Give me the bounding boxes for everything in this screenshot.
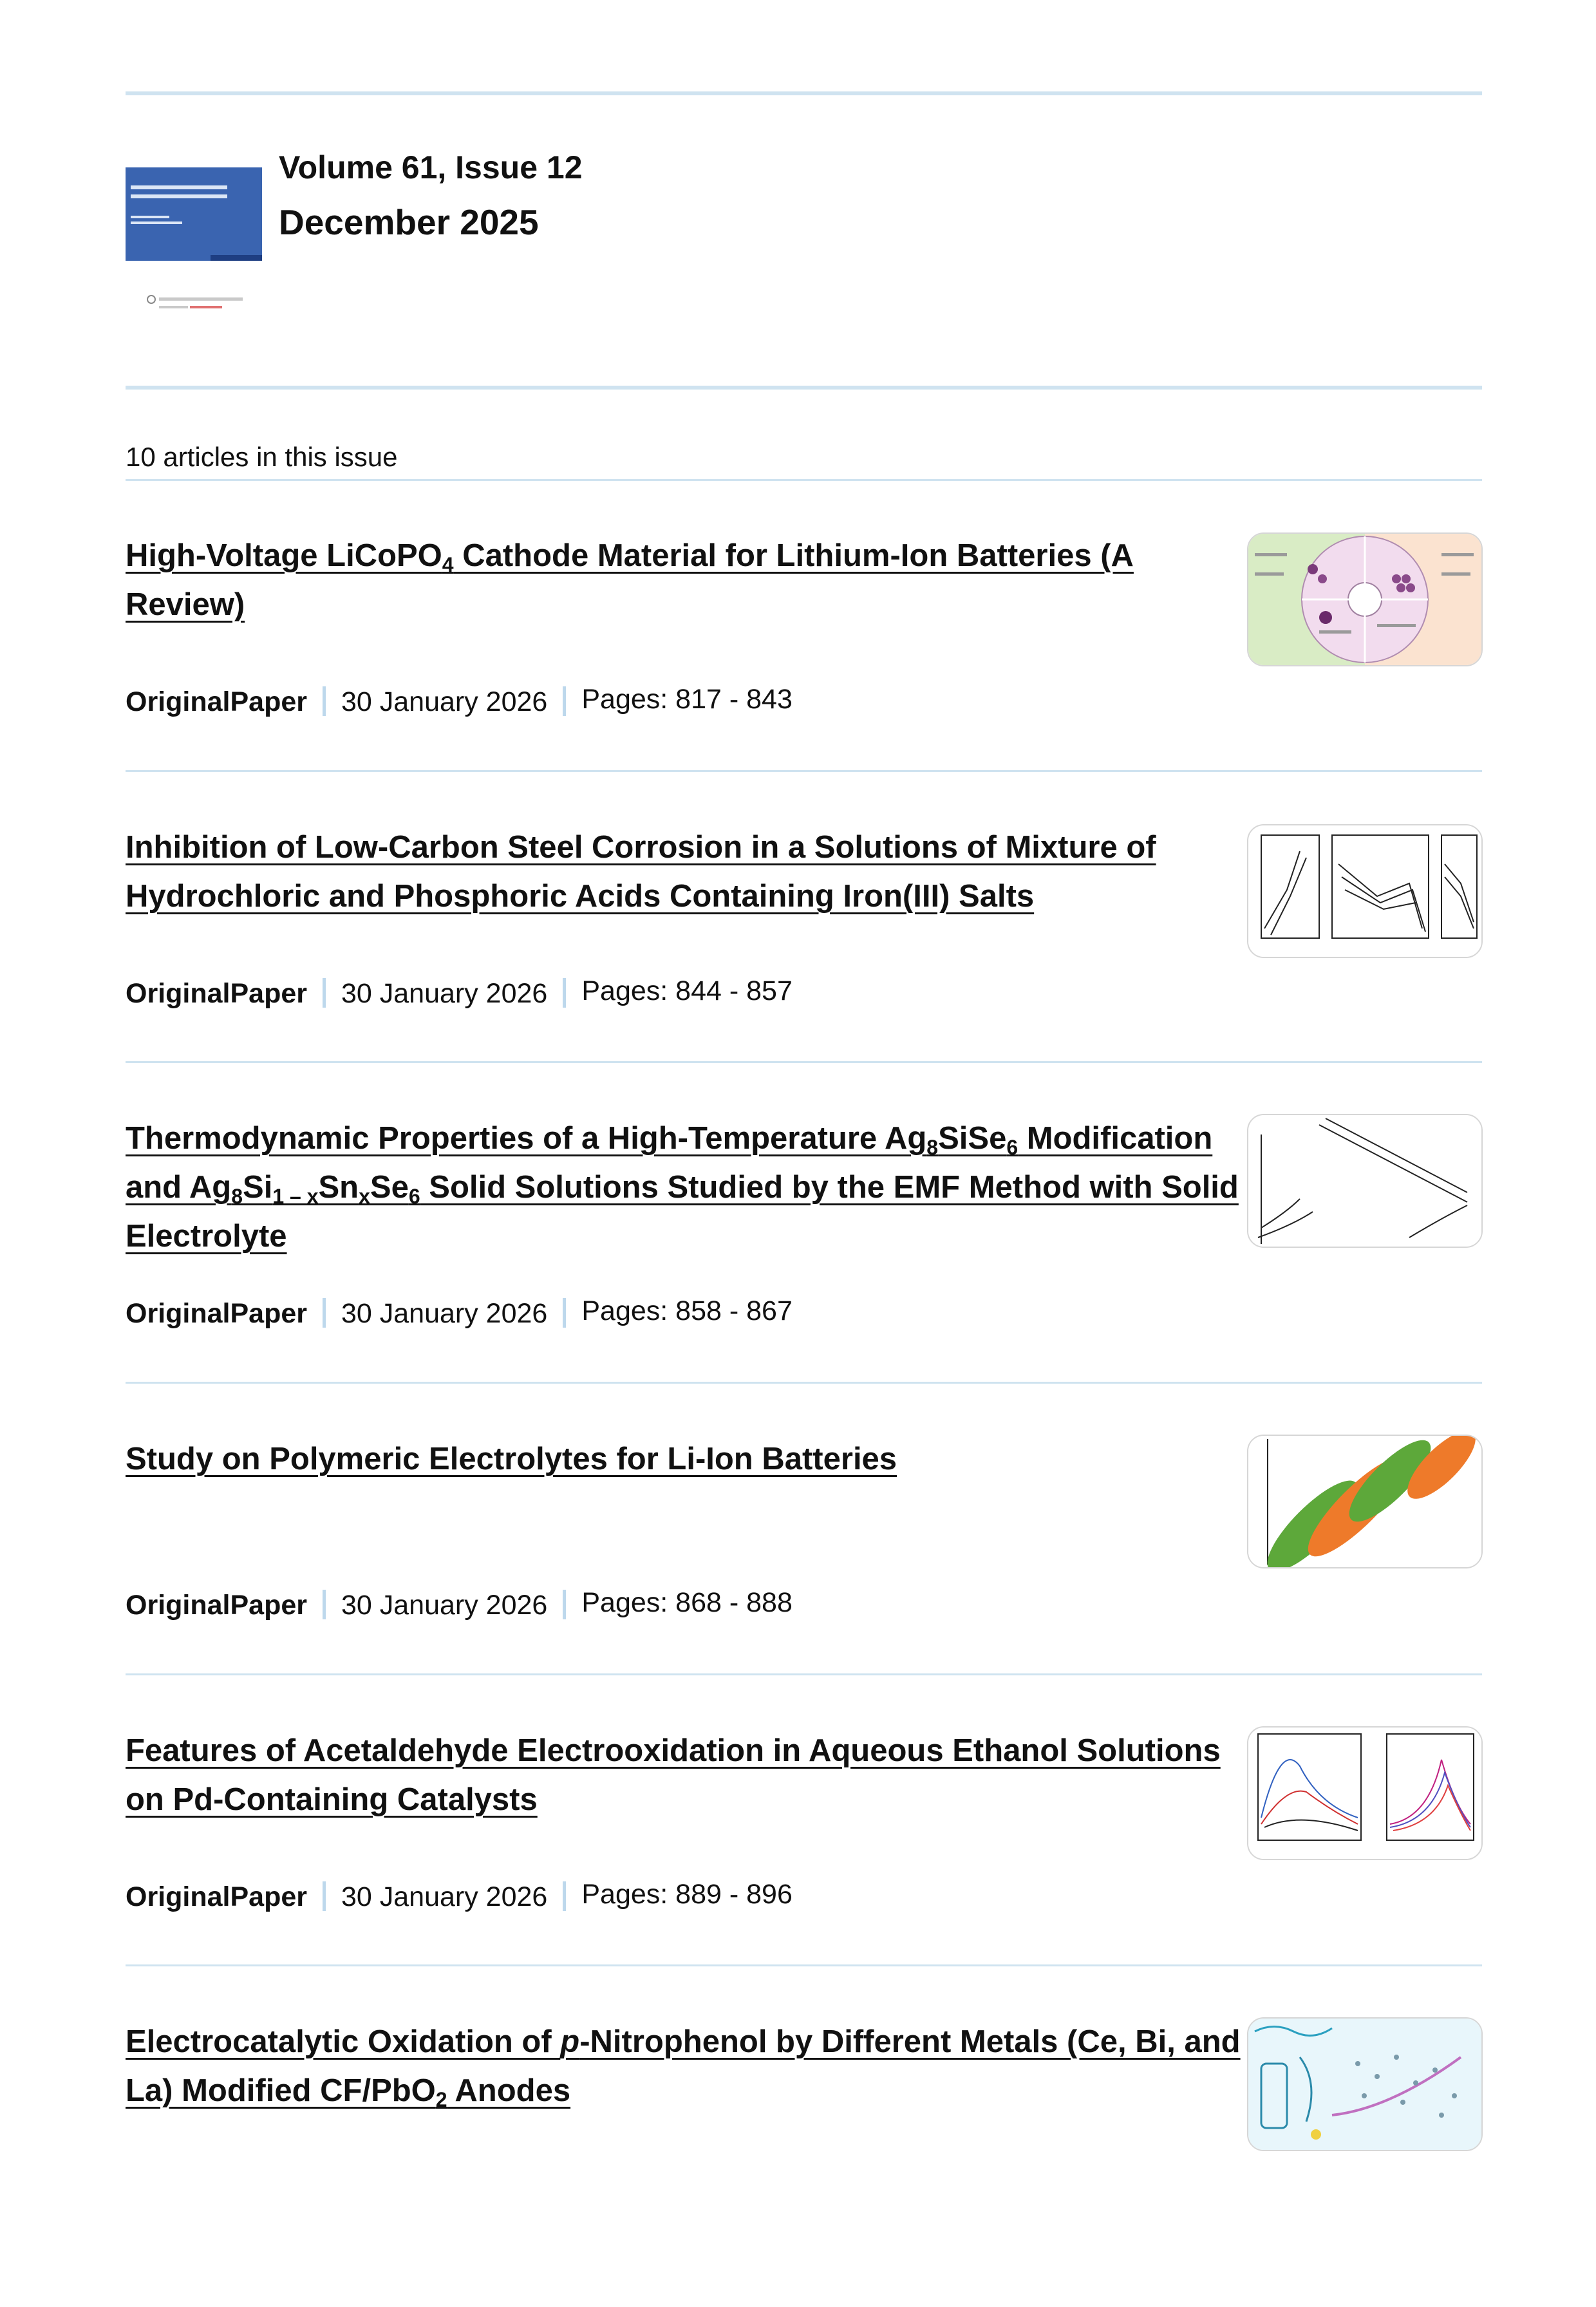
article-item: [126, 2017, 1482, 2307]
title-fragment: Study on Polymeric Electrolytes for Li-Ion Batteries: [126, 1442, 897, 1476]
article-title-text[interactable]: [126, 538, 1134, 622]
article-date: 30 January 2026: [341, 1590, 548, 1621]
title-fragment: -Nitrophenol by Different Metals (Ce, Bi, and La) Modified CF/PbO: [126, 2024, 1241, 2108]
title-fragment: Solid Solutions Studied by the EMF Method with Solid Electrolyte: [126, 1170, 1239, 1254]
title-fragment: 6: [408, 1185, 420, 1208]
meta-separator: [563, 1590, 566, 1619]
title-fragment: Inhibition of Low-Carbon Steel Corrosion in a Solutions of Mixture of Hydrochloric and Phosphoric Acids Containing Iron(III) Salts: [126, 830, 1156, 914]
issue-date: December 2025: [279, 202, 539, 242]
article-divider: [126, 1964, 1482, 1966]
title-fragment: SiSe: [938, 1121, 1007, 1156]
header-divider: [126, 386, 1482, 390]
title-fragment: Anodes: [447, 2073, 571, 2108]
electrocatalysis-scheme[interactable]: [1247, 2017, 1483, 2151]
article-meta: [126, 975, 1284, 1012]
issue-header: [126, 148, 1482, 341]
article-date: 30 January 2026: [341, 978, 548, 1009]
article-item: [126, 1726, 1482, 2016]
article-type: OriginalPaper: [126, 1881, 307, 1912]
article-date: 30 January 2026: [341, 1298, 548, 1329]
article-meta: [126, 1587, 1284, 1623]
meta-separator: [323, 1881, 326, 1911]
article-item: [126, 1435, 1482, 1724]
article-meta: [126, 684, 1284, 720]
meta-separator: [323, 686, 326, 716]
article-count: 10 articles in this issue: [126, 442, 398, 472]
article-pages: Pages: 858 - 867: [581, 1295, 793, 1326]
meta-separator: [563, 1298, 566, 1328]
article-divider: [126, 770, 1482, 772]
title-fragment: 4: [442, 553, 454, 576]
title-fragment: Si: [243, 1170, 273, 1205]
title-fragment: Modification and Ag: [126, 1121, 1213, 1205]
article-pages: Pages: 889 - 896: [581, 1879, 793, 1910]
article-item: [126, 531, 1482, 821]
top-divider: [126, 91, 1482, 95]
meta-separator: [563, 978, 566, 1008]
article-title[interactable]: [126, 823, 1259, 921]
meta-separator: [323, 1590, 326, 1619]
article-title[interactable]: [126, 2017, 1259, 2115]
voltammograms[interactable]: [1247, 1726, 1483, 1860]
article-title[interactable]: [126, 531, 1259, 629]
review-circle-diagram[interactable]: [1247, 532, 1483, 666]
article-item: [126, 823, 1482, 1113]
article-divider: [126, 1382, 1482, 1384]
article-pages: Pages: 868 - 888: [581, 1587, 793, 1618]
issue-volume: Volume 61, Issue 12: [279, 149, 583, 185]
article-pages: Pages: 844 - 857: [581, 975, 793, 1006]
ragone-plot[interactable]: [1247, 1435, 1483, 1568]
article-type: OriginalPaper: [126, 1298, 307, 1329]
title-fragment: 1 – x: [272, 1185, 319, 1208]
count-divider: [126, 479, 1482, 481]
title-fragment: Cathode Material for Lithium-Ion Batteries (A Review): [126, 538, 1134, 622]
article-title-text[interactable]: [126, 2024, 1241, 2111]
article-meta: [126, 1295, 1284, 1332]
article-title[interactable]: [126, 1435, 1259, 1483]
title-fragment: 2: [435, 2088, 447, 2111]
article-title-text[interactable]: [126, 1733, 1221, 1817]
article-item: [126, 1114, 1482, 1404]
article-type: OriginalPaper: [126, 978, 307, 1009]
article-type: OriginalPaper: [126, 686, 307, 717]
title-fragment: 8: [926, 1136, 939, 1159]
title-fragment: High-Voltage LiCoPO: [126, 538, 442, 573]
article-type: OriginalPaper: [126, 1590, 307, 1621]
article-pages: Pages: 817 - 843: [581, 684, 793, 715]
article-divider: [126, 1673, 1482, 1675]
title-fragment: x: [359, 1185, 370, 1208]
title-fragment: Se: [370, 1170, 409, 1205]
article-date: 30 January 2026: [341, 686, 548, 717]
article-title[interactable]: [126, 1726, 1259, 1824]
article-title[interactable]: [126, 1114, 1259, 1261]
article-date: 30 January 2026: [341, 1881, 548, 1912]
article-divider: [126, 1061, 1482, 1063]
title-fragment: Thermodynamic Properties of a High-Temperature Ag: [126, 1121, 927, 1156]
phase-diagram[interactable]: [1247, 1114, 1483, 1248]
meta-separator: [323, 978, 326, 1008]
title-fragment: Sn: [318, 1170, 359, 1205]
publisher-logo-icon: [145, 293, 248, 312]
title-fragment: Electrocatalytic Oxidation of: [126, 2024, 561, 2059]
meta-separator: [323, 1298, 326, 1328]
meta-separator: [563, 1881, 566, 1911]
title-fragment: Features of Acetaldehyde Electrooxidation in Aqueous Ethanol Solutions on Pd-Containing Catalysts: [126, 1733, 1221, 1817]
title-fragment: 8: [231, 1185, 243, 1208]
article-title-text[interactable]: [126, 830, 1156, 914]
meta-separator: [563, 686, 566, 716]
article-meta: [126, 1879, 1284, 1915]
article-title-text[interactable]: [126, 1121, 1239, 1254]
journal-cover-image[interactable]: [126, 155, 262, 261]
title-fragment: 6: [1006, 1136, 1019, 1159]
polarization-curves[interactable]: [1247, 824, 1483, 958]
article-title-text[interactable]: [126, 1442, 897, 1476]
title-fragment: p: [560, 2024, 580, 2059]
